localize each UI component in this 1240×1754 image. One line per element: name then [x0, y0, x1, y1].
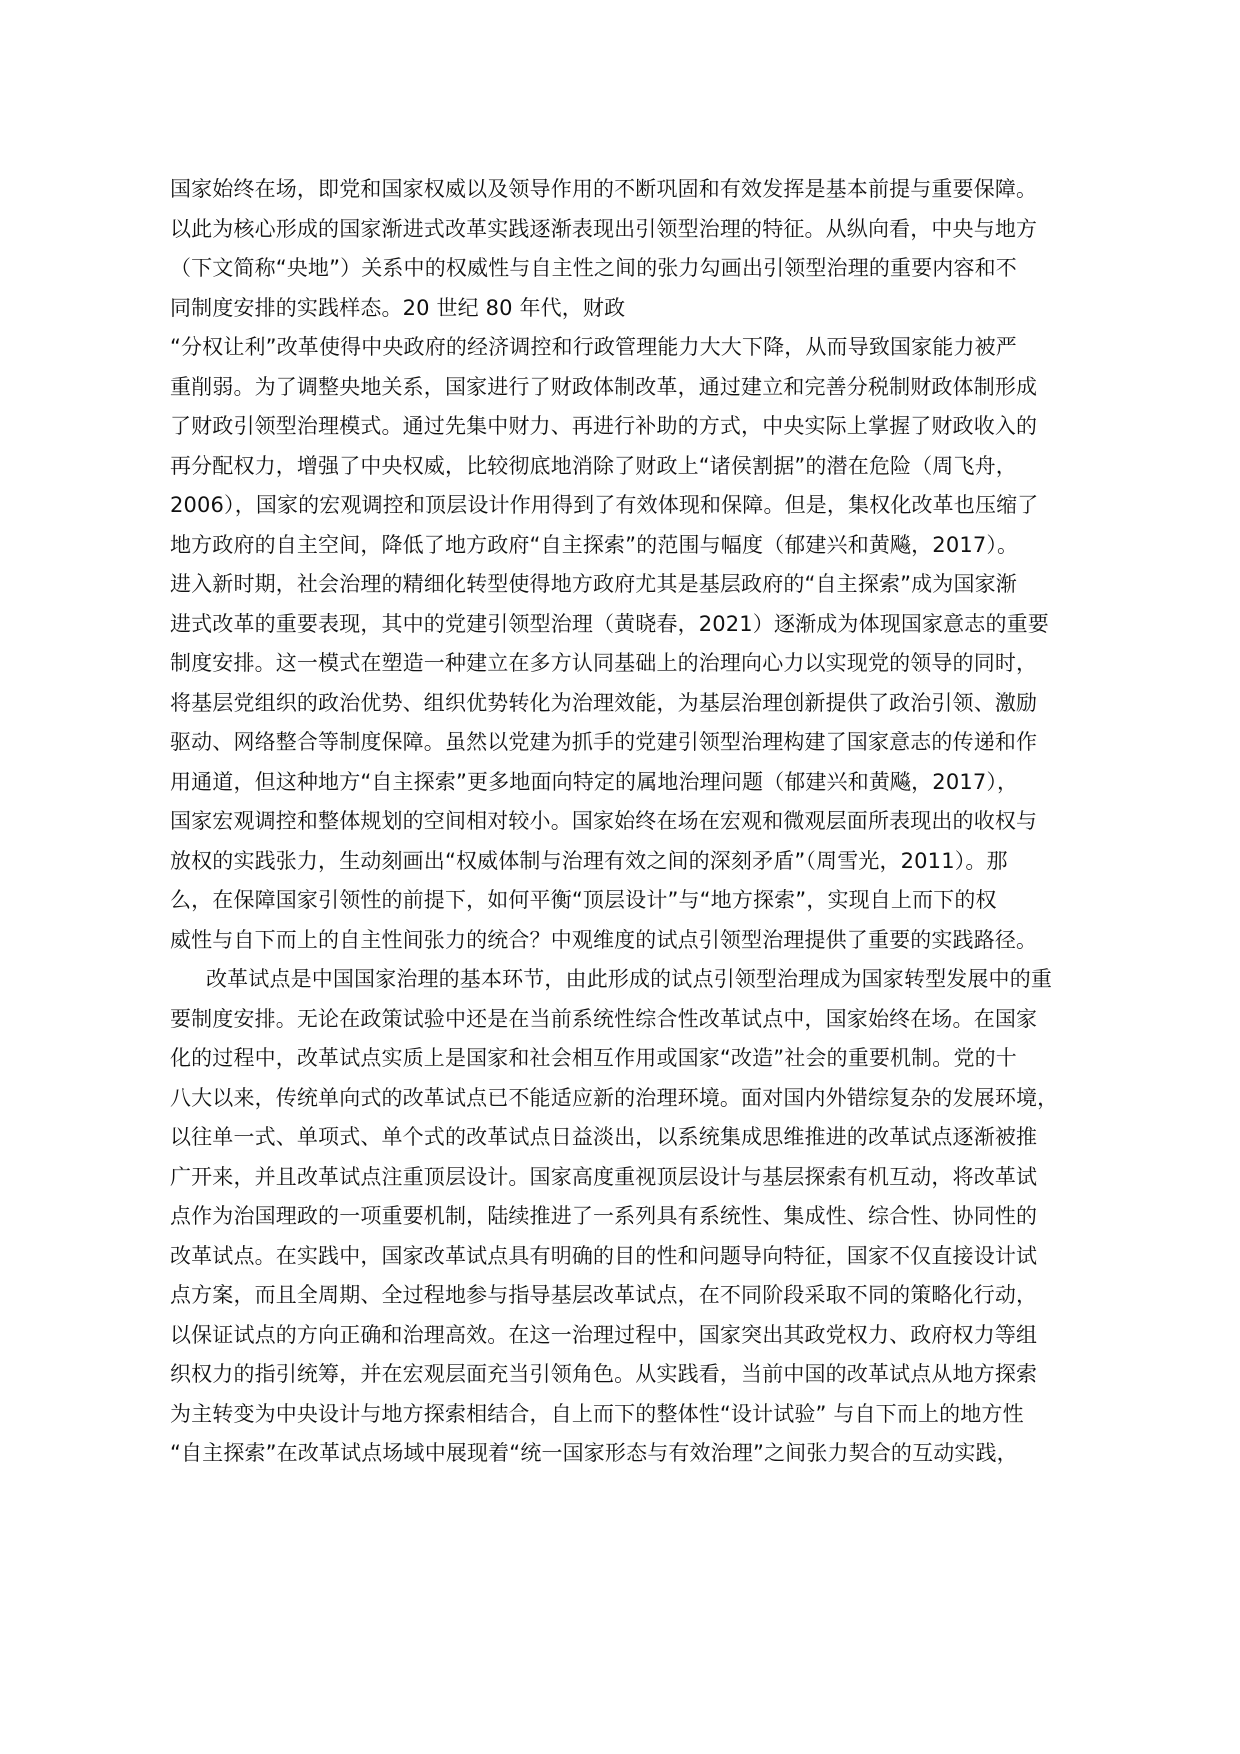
paragraph-start-line: 改革试点是中国国家治理的基本环节，由此形成的试点引领型治理成为国家转型发展中的重 — [206, 967, 1052, 991]
text-line: 放权的实践张力，生动刻画出“权威体制与治理有效之间的深刻矛盾”（周雪光，2011）。那 — [170, 848, 1008, 873]
text-line: 要制度安排。无论在政策试验中还是在当前系统性综合性改革试点中，国家始终在场。在国家 — [170, 1006, 1038, 1031]
text-line: 进式改革的重要表现，其中的党建引领型治理（黄晓春，2021）逐渐成为体现国家意志的重要 — [170, 611, 1049, 636]
text-line: 为主转变为中央设计与地方探索相结合，自上而下的整体性“设计试验” 与自下而上的地方性 — [170, 1401, 1024, 1426]
text-line: 国家宏观调控和整体规划的空间相对较小。国家始终在场在宏观和微观层面所表现出的收权与 — [170, 809, 1038, 833]
text-line: 将基层党组织的政治优势、组织优势转化为治理效能，为基层治理创新提供了政治引领、激励 — [170, 690, 1038, 715]
text-line: 八大以来，传统单向式的改革试点已不能适应新的治理环境。面对国内外错综复杂的发展环境， — [170, 1085, 1059, 1110]
text-line: 以保证试点的方向正确和治理高效。在这一治理过程中，国家突出其政党权力、政府权力等组 — [170, 1322, 1038, 1347]
text-line: 改革试点。在实践中，国家改革试点具有明确的目的性和问题导向特征，国家不仅直接设计试 — [170, 1243, 1038, 1268]
text-line: 驱动、网络整合等制度保障。虽然以党建为抓手的党建引领型治理构建了国家意志的传递和作 — [170, 730, 1038, 754]
text-line: 用通道，但这种地方“自主探索”更多地面向特定的属地治理问题（郁建兴和黄飚，2017）， — [170, 769, 1019, 794]
body-text — [170, 170, 1080, 1474]
text-line: 地方政府的自主空间，降低了地方政府“自主探索”的范围与幅度（郁建兴和黄飚，2017）。 — [170, 532, 1019, 557]
text-line: 2006），国家的宏观调控和顶层设计作用得到了有效体现和保障。但是，集权化改革也压缩了 — [170, 493, 1039, 517]
text-line: （下文简称“央地”）关系中的权威性与自主性之间的张力勾画出引领型治理的重要内容和不 — [170, 256, 1017, 280]
text-line: 同制度安排的实践样态。20 世纪 80 年代，财政 — [170, 295, 626, 320]
text-line: 织权力的指引统筹，并在宏观层面充当引领角色。从实践看，当前中国的改革试点从地方探索 — [170, 1362, 1038, 1386]
text-line: 了财政引领型治理模式。通过先集中财力、再进行补助的方式，中央实际上掌握了财政收入的 — [170, 414, 1038, 438]
text-line: 威性与自下而上的自主性间张力的统合？中观维度的试点引领型治理提供了重要的实践路径。 — [170, 927, 1038, 952]
text-line: 制度安排。这一模式在塑造一种建立在多方认同基础上的治理向心力以实现党的领导的同时， — [170, 651, 1038, 675]
text-line: 以此为核心形成的国家渐进式改革实践逐渐表现出引领型治理的特征。从纵向看，中央与地方 — [170, 216, 1038, 241]
text-line: 国家始终在场，即党和国家权威以及领导作用的不断巩固和有效发挥是基本前提与重要保障。 — [170, 177, 1038, 201]
text-line: 广开来，并且改革试点注重顶层设计。国家高度重视顶层设计与基层探索有机互动，将改革试 — [170, 1164, 1038, 1189]
text-line: 化的过程中，改革试点实质上是国家和社会相互作用或国家“改造”社会的重要机制。党的十 — [170, 1046, 1017, 1070]
text-line: 点作为治国理政的一项重要机制，陆续推进了一系列具有系统性、集成性、综合性、协同性的 — [170, 1204, 1038, 1228]
text-line: “自主探索”在改革试点场域中展现着“统一国家形态与有效治理”之间张力契合的互动实践， — [170, 1441, 1018, 1465]
text-line: 么，在保障国家引领性的前提下，如何平衡“顶层设计”与“地方探索”，实现自上而下的权 — [170, 888, 997, 912]
text-line: 点方案，而且全周期、全过程地参与指导基层改革试点，在不同阶段采取不同的策略化行动， — [170, 1283, 1038, 1307]
text-line: 以往单一式、单项式、单个式的改革试点日益淡出，以系统集成思维推进的改革试点逐渐被推 — [170, 1125, 1038, 1149]
text-line: “分权让利”改革使得中央政府的经济调控和行政管理能力大大下降，从而导致国家能力被严 — [170, 335, 1017, 359]
text-line: 重削弱。为了调整央地关系，国家进行了财政体制改革，通过建立和完善分税制财政体制形成 — [170, 374, 1038, 399]
text-line: 再分配权力，增强了中央权威，比较彻底地消除了财政上“诸侯割据”的潜在危险（周飞舟， — [170, 453, 1017, 478]
text-line: 进入新时期，社会治理的精细化转型使得地方政府尤其是基层政府的“自主探索”成为国家渐 — [170, 572, 1017, 596]
